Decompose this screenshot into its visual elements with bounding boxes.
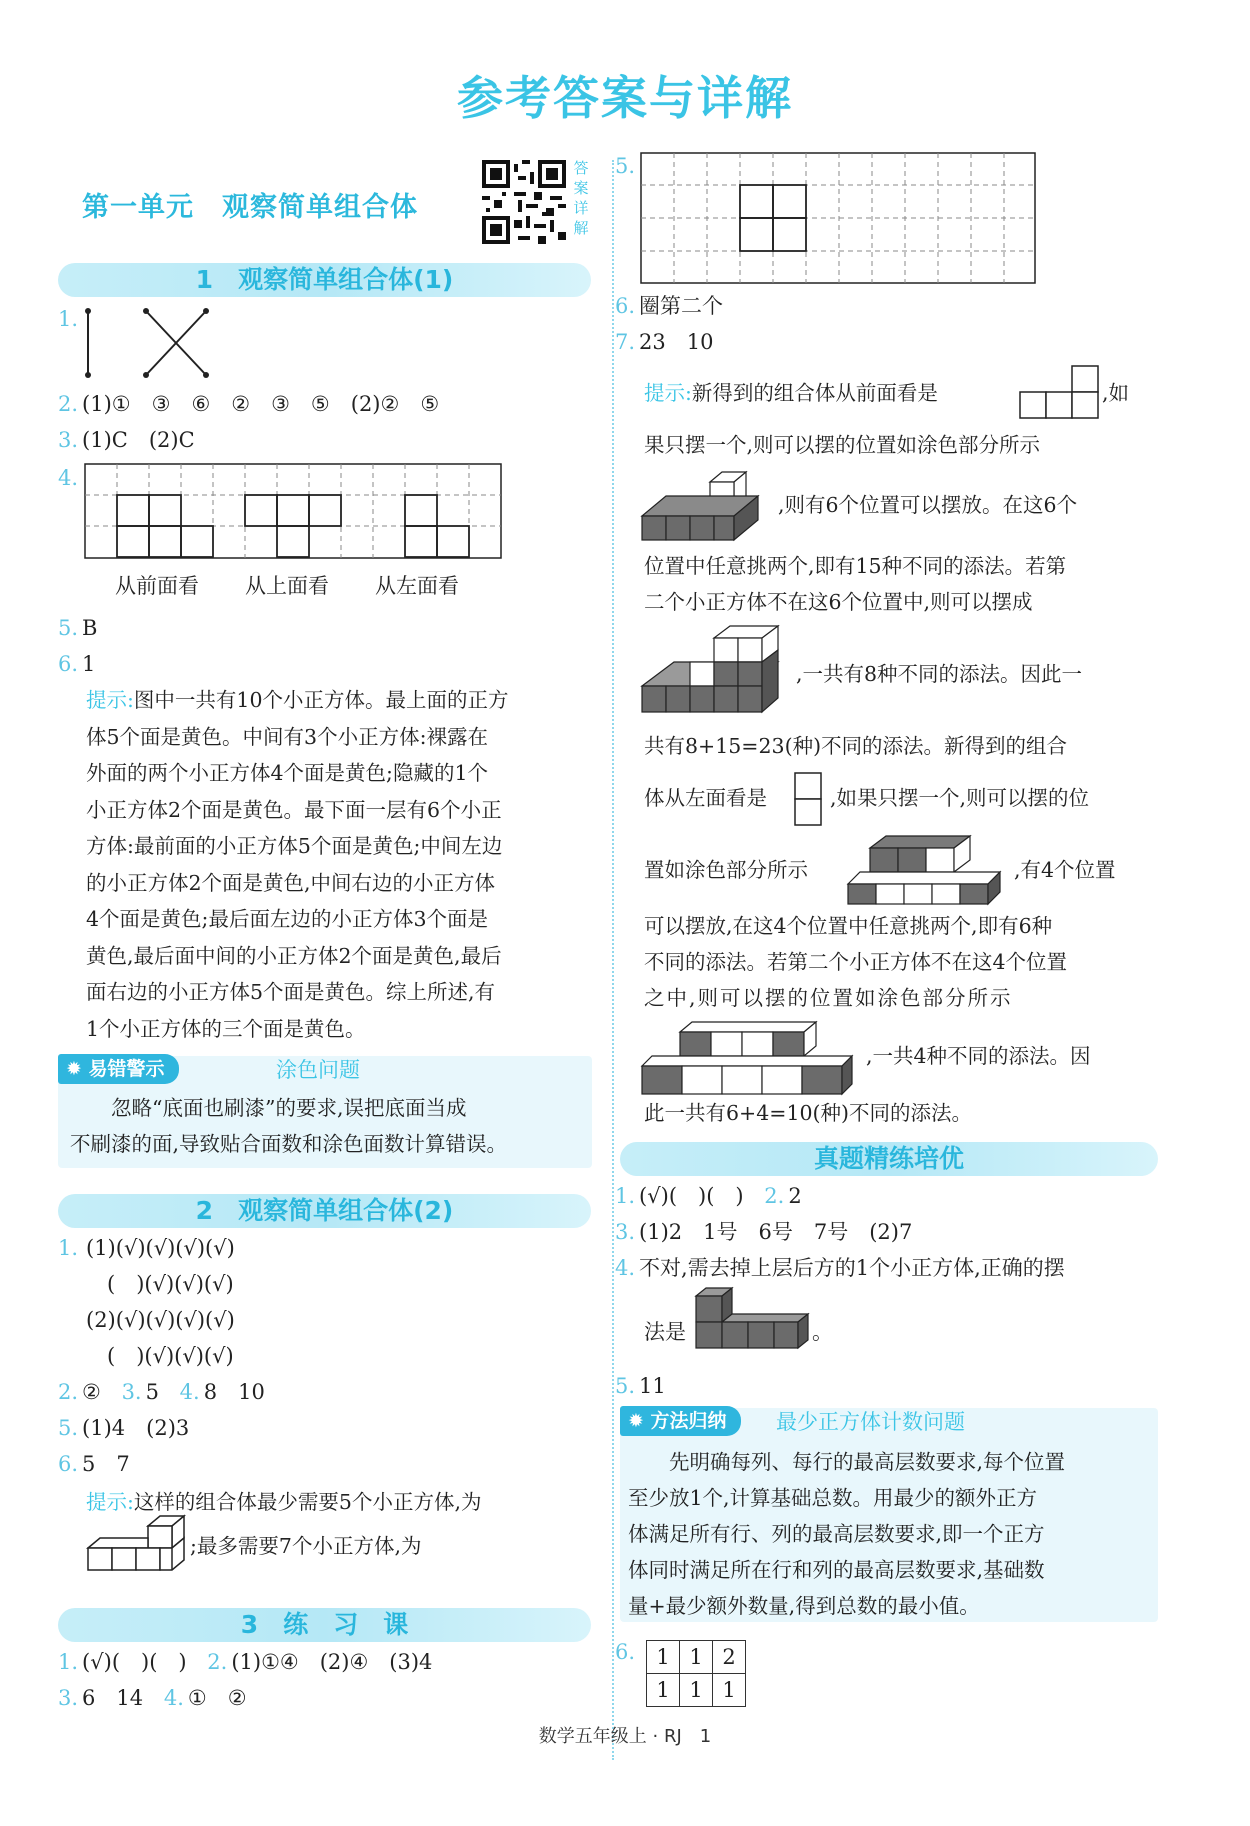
qr-code-icon[interactable]: [482, 160, 566, 244]
section-header-2: [58, 1194, 591, 1228]
r-hint-line: ,一共有8种不同的添法。因此一: [796, 662, 1083, 686]
callout-tag: ✹ 方法归纳: [620, 1406, 741, 1436]
zt-question-3: 3. (1)2 1号 6号 7号 (2)7: [615, 1220, 913, 1244]
page-footer: 数学五年级上 · RJ 1: [538, 1726, 712, 1747]
zt-question-5: 5. 11: [615, 1374, 666, 1398]
s3-questions-1-2: 1. (√)( )( ) 2. (1)①④ (2)④ (3)4: [58, 1650, 433, 1674]
s3-questions-3-4: 3. 6 14 4. ① ②: [58, 1686, 247, 1710]
section-header-1: [58, 263, 591, 297]
r-hint-line: 体从左面看是: [644, 786, 767, 810]
r-hint-line: 置如涂色部分所示: [644, 858, 808, 882]
r-hint-line: 此一共有6+4=10(种)不同的添法。: [644, 1101, 973, 1125]
front-view-small-figure: [1012, 364, 1102, 424]
r-hint-line: 共有8+15=23(种)不同的添法。新得到的组合: [644, 734, 1068, 758]
r-hint-line: ,如: [1102, 381, 1130, 405]
grid-cell: 2: [713, 1641, 746, 1674]
zt-question-6: 6.: [615, 1640, 636, 1664]
question-1: [58, 305, 82, 333]
cube-figure-shaded-2: [640, 622, 790, 724]
section-header-zhenti: [620, 1142, 1158, 1176]
s2-hint: 提示:这样的组合体最少需要5个小正方体,为: [86, 1490, 482, 1514]
section-title-zhenti: 真题精练培优: [813, 1144, 964, 1173]
callout-common-mistake: ✹ 易错警示 涂色问题 忽略“底面也刷漆”的要求,误把底面当成 不刷漆的面,导致贴合面数和涂色面数计算错误。: [58, 1056, 592, 1168]
s2-questions-2-4: 2. ② 3. 5 4. 8 10: [58, 1380, 265, 1404]
cube-figure-shaded-4: [640, 1018, 858, 1098]
r-question-5: 5.: [615, 154, 636, 178]
callout-subtitle: 最少正方体计数问题: [776, 1410, 965, 1434]
r-hint-line: 可以摆放,在这4个位置中任意挑两个,即有6种: [644, 914, 1053, 938]
s2-q1-line: ( )(√)(√)(√): [86, 1344, 234, 1368]
r-q5-grid-figure: [640, 152, 1038, 286]
left-view-small-figure: [792, 770, 824, 830]
cube-figure-shaded-3: [846, 832, 1004, 906]
view-label-front: 从前面看: [115, 574, 199, 598]
bulb-icon: ✹: [66, 1058, 89, 1080]
r-hint-line: 位置中任意挑两个,即有15种不同的添法。若第: [644, 554, 1067, 578]
cube-figure-answer: [692, 1284, 812, 1356]
grid-cell: 1: [680, 1674, 713, 1707]
section-title-1: 1 观察简单组合体(1): [195, 265, 454, 294]
question-2: 2. (1)① ③ ⑥ ② ③ ⑤ (2)② ⑤: [58, 392, 440, 416]
q4-views-grid-figure: [84, 463, 504, 561]
question-6: 6. 1: [58, 652, 96, 676]
r-hint-line: 之中,则可以摆的位置如涂色部分所示: [644, 986, 1013, 1010]
s2-q1-line: (2)(√)(√)(√)(√): [86, 1308, 235, 1332]
zt-q4-text: 法是: [644, 1320, 686, 1344]
section-title-3: 3 练 习 课: [240, 1610, 409, 1639]
r-hint-line: 果只摆一个,则可以摆的位置如涂色部分所示: [644, 433, 1041, 457]
q6-hint: 提示:图中一共有10个小正方体。最上面的正方 体5个面是黄色。中间有3个小正方体:裸露在 外面的两个小正方体4个面是黄色;隐藏的1个 小正方体2个面是黄色。最下面一层有6个小正 方体:最前面的小正方体5个面是黄色;中间左边 的小正方体2个面是黄色,中间右边的小正方体 4个面是黄色;最后面左边的小正方体3个面是 黄色,最后面中间的小正方体2个面是黄色,最后 面右边的小正方体5个面是黄色。综上所述,有 1个小正方体的三个面是黄色。: [86, 688, 509, 1041]
r-hint-line: ,有4个位置: [1014, 858, 1116, 882]
r-hint-line: 二个小正方体不在这6个位置中,则可以摆成: [644, 590, 1033, 614]
callout-method-summary: ✹ 方法归纳 最少正方体计数问题 先明确每列、每行的最高层数要求,每个位置 至少放1个,计算基础总数。用最少的额外正方 体满足所有行、列的最高层数要求,即一个正方 体同时满足所在行和列的最高层数要求,基础数 量+最少额外数量,得到总数的最小值。: [620, 1408, 1158, 1622]
qr-label: 答案详解: [573, 159, 589, 237]
q1-connect-lines-figure: [80, 305, 220, 385]
section-header-3: [58, 1608, 591, 1642]
page-title: 参考答案与详解: [457, 71, 793, 125]
question-4: 4.: [58, 466, 79, 490]
r-question-6: 6. 圈第二个: [615, 294, 724, 318]
grid-cell: 1: [680, 1641, 713, 1674]
hint-label: 提示:: [86, 688, 134, 712]
grid-cell: 1: [647, 1674, 680, 1707]
r-hint-line: ,一共4种不同的添法。因: [866, 1044, 1091, 1068]
s2-q1-line: ( )(√)(√)(√): [86, 1272, 234, 1296]
column-divider: [612, 160, 614, 1760]
view-label-top: 从上面看: [245, 574, 329, 598]
cube-figure-shaded-1: [640, 470, 768, 548]
callout-subtitle: 涂色问题: [276, 1058, 360, 1082]
zt-question-4: 4. 不对,需去掉上层后方的1个小正方体,正确的摆: [615, 1256, 1065, 1280]
callout-tag: ✹ 易错警示: [58, 1054, 179, 1084]
section-title-2: 2 观察简单组合体(2): [195, 1196, 454, 1225]
unit-title: 第一单元 观察简单组合体: [82, 192, 418, 223]
s2-question-1: 1.: [58, 1236, 79, 1260]
s2-q1-line: (1)(√)(√)(√)(√): [86, 1236, 235, 1260]
view-label-left: 从左面看: [375, 574, 459, 598]
cube-figure-min: [86, 1512, 186, 1584]
zt-q6-number-grid: [646, 1640, 746, 1707]
grid-cell: 1: [647, 1641, 680, 1674]
s2-hint-line2: ;最多需要7个小正方体,为: [190, 1534, 422, 1558]
r-question-7: 7. 23 10: [615, 330, 714, 354]
r-hint-line: 不同的添法。若第二个小正方体不在这4个位置: [644, 950, 1068, 974]
r-hint-line: ,如果只摆一个,则可以摆的位: [830, 786, 1090, 810]
s2-question-5: 5. (1)4 (2)3: [58, 1416, 190, 1440]
r-hint-line: 提示:新得到的组合体从前面看是: [644, 381, 938, 405]
bulb-icon: ✹: [628, 1410, 651, 1432]
question-5: 5. B: [58, 616, 98, 640]
zt-questions-1-2: 1. (√)( )( ) 2. 2: [615, 1184, 802, 1208]
r-hint-line: ,则有6个位置可以摆放。在这6个: [778, 493, 1078, 517]
question-3: 3. (1)C (2)C: [58, 428, 195, 452]
s2-question-6: 6. 5 7: [58, 1452, 130, 1476]
question-number: 1.: [58, 307, 79, 331]
grid-cell: 1: [713, 1674, 746, 1707]
zt-q4-end: 。: [812, 1320, 833, 1344]
